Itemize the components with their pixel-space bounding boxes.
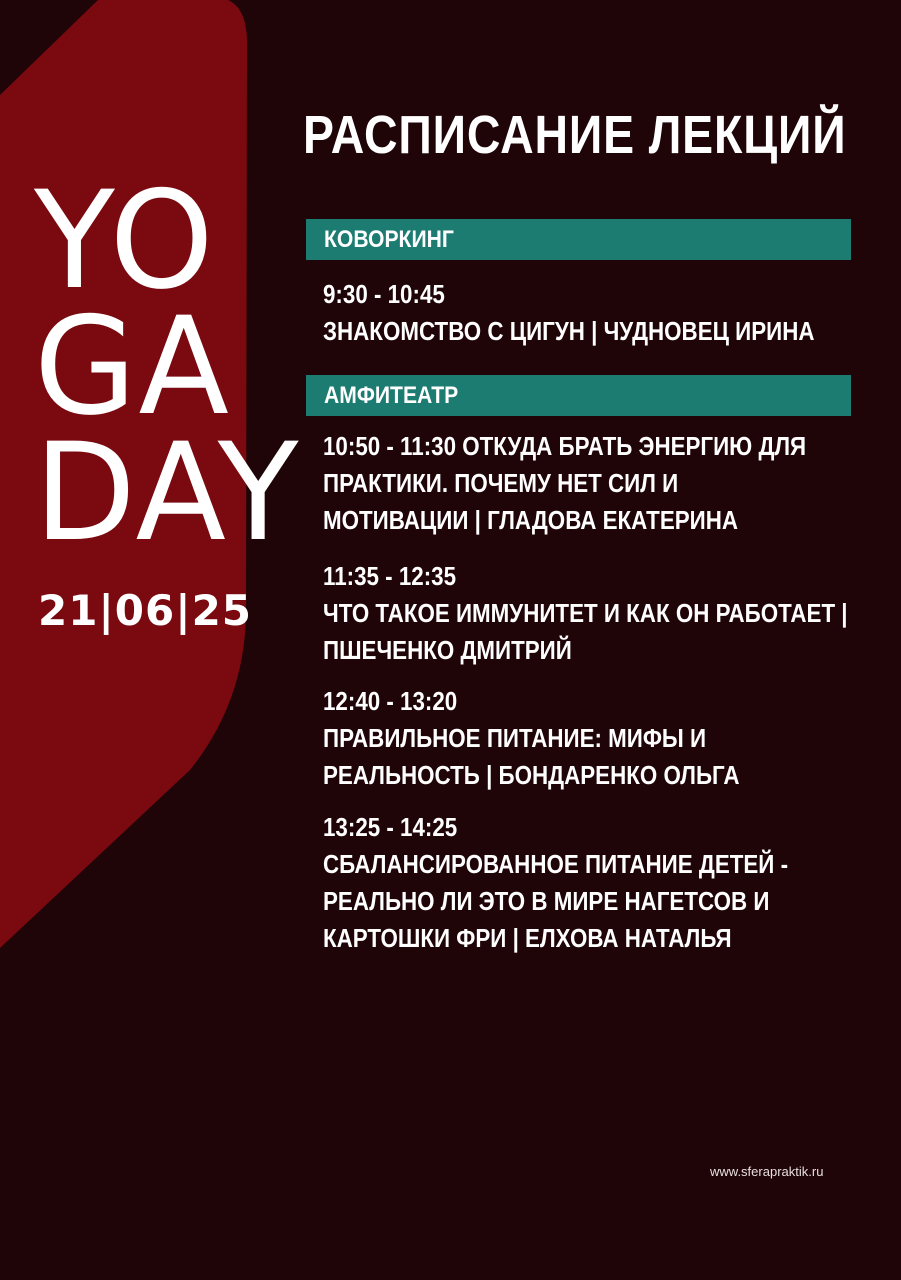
logo-line-day: DAY [34,414,301,571]
lecture-item [323,428,883,539]
yoga-day-logo [34,162,301,571]
lecture-time: 9:30 - 10:45 [323,279,445,309]
venue-bar-coworking [306,219,851,260]
lecture-title: ПРАКТИКИ. ПОЧЕМУ НЕТ СИЛ И [323,468,679,498]
venue-label: АМФИТЕАТР [324,382,459,409]
lecture-item [323,276,883,350]
lecture-title: КАРТОШКИ ФРИ | ЕЛХОВА НАТАЛЬЯ [323,923,732,953]
event-date: 21|06|25 [38,586,253,635]
lecture-title: ЗНАКОМСТВО С ЦИГУН | ЧУДНОВЕЦ ИРИНА [323,316,815,346]
venue-bar-amphitheatre [306,375,851,416]
lecture-title: ПРАВИЛЬНОЕ ПИТАНИЕ: МИФЫ И [323,723,707,753]
lecture-time: 11:35 - 12:35 [323,561,457,591]
lecture-item [323,809,883,957]
lecture-title: ПШЕЧЕНКО ДМИТРИЙ [323,635,572,665]
lecture-title: МОТИВАЦИИ | ГЛАДОВА ЕКАТЕРИНА [323,505,739,535]
website-link[interactable]: www.sferapraktik.ru [710,1164,824,1179]
page-title: РАСПИСАНИЕ ЛЕКЦИЙ [303,105,847,165]
logo-line-yo: YO [34,162,216,319]
venue-label: КОВОРКИНГ [324,226,454,253]
lecture-item [323,683,883,794]
lecture-time: 13:25 - 14:25 [323,812,458,842]
lecture-title: РЕАЛЬНО ЛИ ЭТО В МИРЕ НАГЕТСОВ И [323,886,770,916]
lecture-title: СБАЛАНСИРОВАННОЕ ПИТАНИЕ ДЕТЕЙ - [323,849,789,879]
lecture-time-title: 10:50 - 11:30 ОТКУДА БРАТЬ ЭНЕРГИЮ ДЛЯ [323,431,807,461]
logo-line-ga: GA [34,288,231,445]
lecture-title: ЧТО ТАКОЕ ИММУНИТЕТ И КАК ОН РАБОТАЕТ | [323,598,848,628]
lecture-title: РЕАЛЬНОСТЬ | БОНДАРЕНКО ОЛЬГА [323,760,740,790]
lecture-item [323,558,883,669]
lecture-time: 12:40 - 13:20 [323,686,458,716]
